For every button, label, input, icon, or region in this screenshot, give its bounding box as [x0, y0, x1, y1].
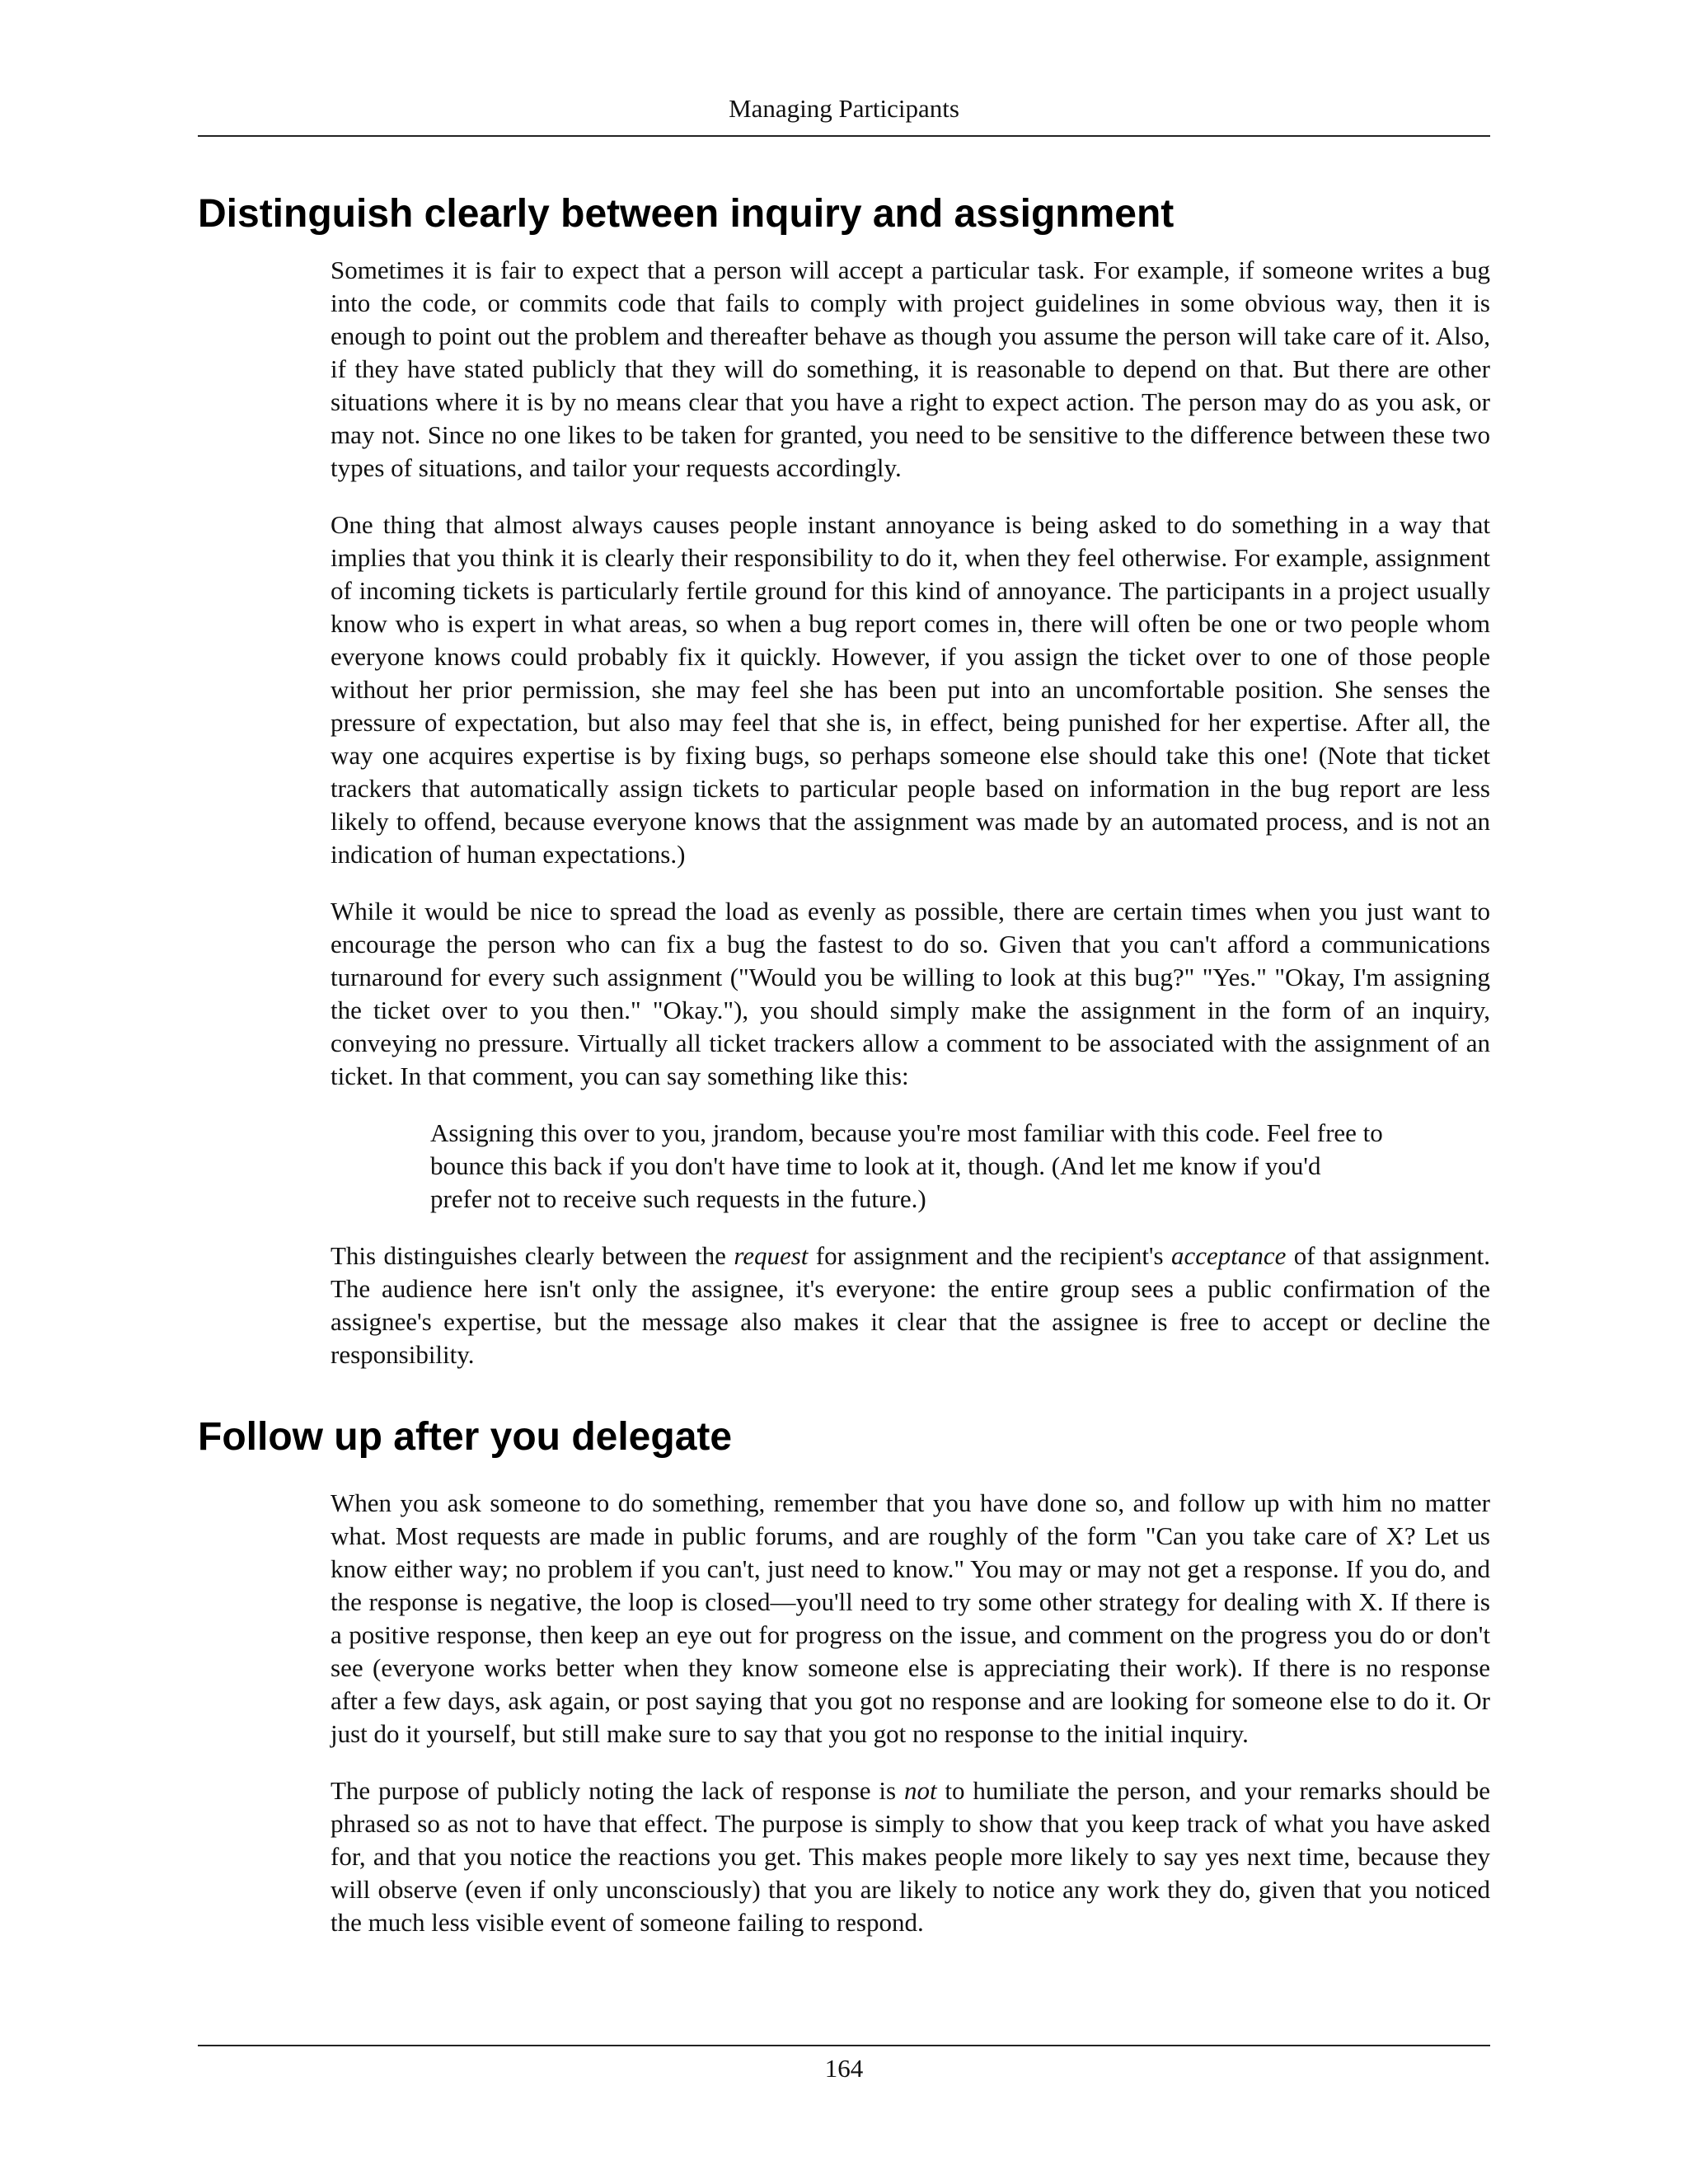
section-follow-up: [198, 1411, 1490, 1963]
paragraph: One thing that almost always causes people instant annoyance is being asked to do something in a way that implies that you think it is clearly their responsibility to do it, when they feel otherwise. For example, assignment of incoming tickets is particularly fertile ground for this kind of annoyance. The participants in a project usually know who is expert in what areas, so when a bug report comes in, there will often be one or two people whom everyone knows could probably fix it quickly. However, if you assign the ticket over to one of those people without her prior permission, she may feel she has been put into an uncomfortable position. She senses the pressure of expectation, but also may feel that she is, in effect, being punished for her expertise. After all, the way one acquires expertise is by fixing bugs, so perhaps someone else should take this one! (Note that ticket trackers that automatically assign tickets to particular people based on information in the bug report are less likely to offend, because everyone knows that the assignment was made by an automated process, and is not an indication of human expectations.): [331, 510, 1490, 869]
text-run: The purpose of publicly noting the lack of response is: [331, 1776, 904, 1805]
section-heading: Distinguish clearly between inquiry and assignment: [198, 192, 1175, 236]
text-run: of that assignment. The audience here isn't only the assignee, it's everyone: the entire group sees a public confirmation of the assignee's expertise, but the message also makes it clear that the assignee is free to accept or decline the responsibility.: [331, 1241, 1491, 1369]
page-number: 164: [824, 2054, 864, 2083]
emphasis-acceptance: acceptance: [1170, 1241, 1287, 1270]
text-run: to humiliate the person, and your remarks should be phrased so as not to have that effect. The purpose is simply to show that you keep track of what you have asked for, and that you notice the reactions you get. This makes people more likely to say yes next time, because they will observe (even if only unconsciously) that you are likely to notice any work they do, given that you noticed the much less visible event of someone failing to respond.: [331, 1776, 1491, 1937]
paragraph: When you ask someone to do something, remember that you have done so, and follow up with him no matter what. Most requests are made in public forums, and are roughly of the form "Can you take care of X? Let us know either way; no problem if you can't, just need to know." You may or may not get a response. If you do, and the response is negative, the loop is closed—you'll need to try some other strategy for dealing with X. If there is a positive response, then keep an eye out for progress on the issue, and comment on the progress you do or don't see (everyone works better when they know someone else is appreciating their work). If there is no response after a few days, ask again, or post saying that you got no response and are looking for someone else to do it. Or just do it yourself, but still make sure to say that you got no response to the initial inquiry.: [331, 1488, 1490, 1748]
section-body: [331, 1487, 1490, 1939]
text-run: for assignment and the recipient's: [808, 1241, 1171, 1270]
paragraph: Sometimes it is fair to expect that a person will accept a particular task. For example, if someone writes a bug into the code, or commits code that fails to comply with project guidelines in some obvious way, then it is enough to point out the problem and thereafter behave as though you assume the person will take care of it. Also, if they have stated publicly that they will do something, it is reasonable to depend on that. But there are other situations where it is by no means clear that you have a right to expect action. The person may do as you ask, or may not. Since no one likes to be taken for granted, you need to be sensitive to the difference between these two types of situations, and tailor your requests accordingly.: [331, 255, 1490, 482]
example-comment-quote: Assigning this over to you, jrandom, because you're most familiar with this code. Feel free to bounce this back if you don't have time to look at it, though. (And let me know if you'd prefer not to receive such requests in the future.): [430, 1118, 1383, 1213]
footer-rule: [198, 2045, 1490, 2046]
paragraph: While it would be nice to spread the load as evenly as possible, there are certain times when you just want to encourage the person who can fix a bug the fastest to do so. Given that you can't afford a communications turnaround for every such assignment ("Would you be willing to look at this bug?" "Yes." "Okay, I'm assigning the ticket over to you then." "Okay."), you should simply make the assignment in the form of an inquiry, conveying no pressure. Virtually all ticket trackers allow a comment to be associated with the assignment of an ticket. In that comment, you can say something like this:: [331, 897, 1490, 1090]
text-run: This distinguishes clearly between the: [331, 1241, 734, 1270]
section-heading: Follow up after you delegate: [198, 1415, 733, 1459]
emphasis-not: not: [903, 1776, 937, 1805]
running-header: Managing Participants: [729, 94, 959, 123]
section-body: [331, 254, 1490, 1371]
section-inquiry-vs-assignment: [198, 188, 1490, 1395]
emphasis-request: request: [734, 1241, 809, 1270]
paragraph: [331, 1240, 1490, 1371]
paragraph: [331, 1774, 1490, 1939]
header-rule: [198, 135, 1490, 137]
